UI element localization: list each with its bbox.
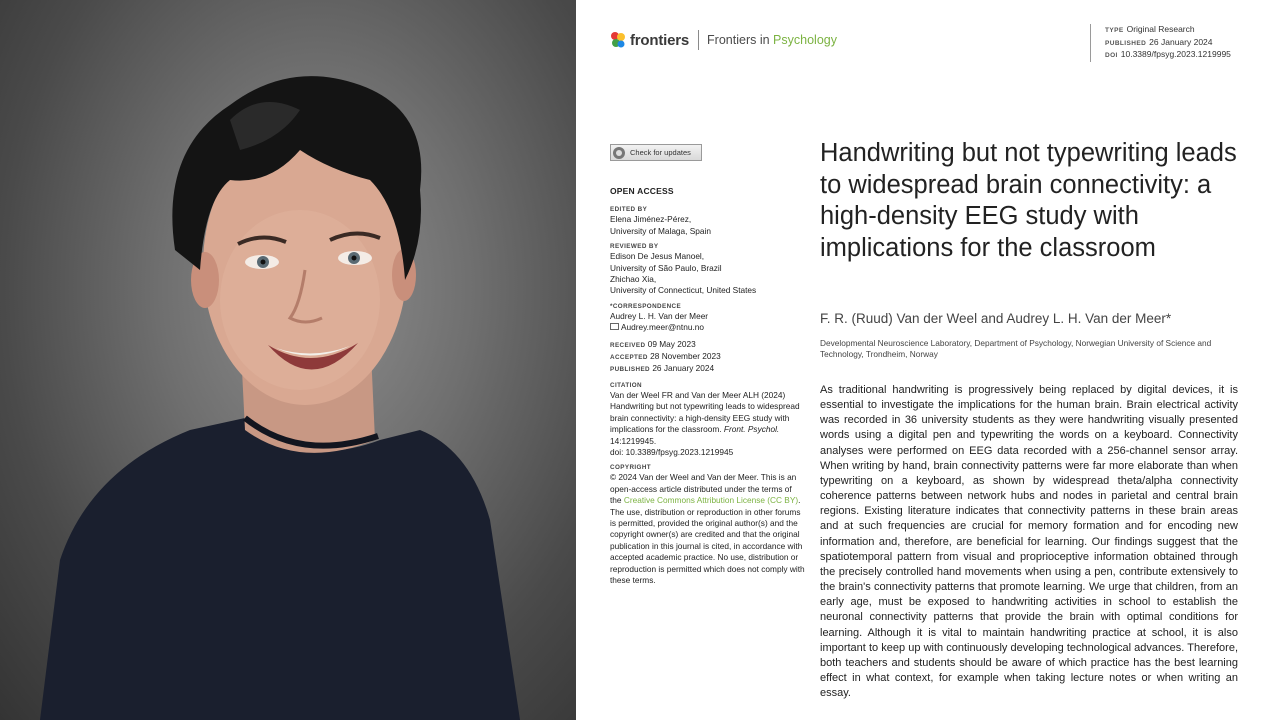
meta-published: PUBLISHED 26 January 2024: [1105, 36, 1213, 47]
refresh-icon: [613, 147, 625, 159]
article-meta: [1090, 24, 1231, 62]
check-for-updates-button[interactable]: [610, 144, 702, 161]
author-portrait-photo: [0, 0, 576, 720]
author-affiliation: Developmental Neuroscience Laboratory, Department of Psychology, Norwegian University of Science and Technology, Trondheim, Norway: [820, 338, 1212, 360]
meta-doi: DOI 10.3389/fpsyg.2023.1219995: [1105, 49, 1231, 59]
header-divider: [698, 30, 699, 50]
journal-name: [707, 33, 837, 47]
portrait-illustration: [0, 0, 576, 720]
meta-type: TYPE Original Research: [1105, 24, 1195, 34]
article-authors: F. R. (Ruud) Van der Weel and Audrey L. H. Van der Meer*: [820, 311, 1172, 326]
check-for-updates-label: Check for updates: [630, 148, 691, 157]
frontiers-logo-word: frontiers: [630, 31, 690, 49]
correspondence: *CORRESPONDENCE Audrey L. H. Van der Meer Audrey.meer@ntnu.no: [610, 302, 805, 334]
citation: CITATION Van der Weel FR and Van der Meer ALH (2024) Handwriting but not typewriting leads to widespread brain connectivity: a high-density EEG study with implications for the classroom. Front. Psychol. 14:1219945. doi: 10.3389/fpsyg.2023.1219945: [610, 381, 800, 457]
journal-prefix: Frontiers in: [707, 33, 774, 47]
envelope-icon: [610, 323, 619, 330]
journal-subject: Psychology: [773, 33, 837, 47]
open-access-label: OPEN ACCESS: [610, 186, 674, 196]
edited-by: EDITED BY Elena Jiménez-Pérez, University of Malaga, Spain: [610, 206, 711, 236]
article-abstract: As traditional handwriting is progressively being replaced by digital devices, it is essential to investigate the implications for the human brain. Brain electrical activity was recorded in 36 university students as they were handwriting visually presented words using a digital pen and typewriting the words on a keyboard. Connectivity analyses were performed on EEG data recorded with a 256-channel sensor array. When writing by hand, brain connectivity patterns were far more elaborate than when typewriting on a keyboard, as shown by widespread theta/alpha connectivity coherence patterns between network hubs and nodes in parietal and central brain regions. Existing literature indicates that connectivity patterns in these brain areas and at such frequencies are crucial for memory formation and for encoding new information and, therefore, are beneficial for learning. Our findings suggest that the spatiotemporal pattern from visual and proprioceptive information obtained through the precisely controlled hand movements when using a pen, contribute extensively to the brain's connectivity patterns that promote learning. We urge that children, from an early age, must be exposed to handwriting activities in school to establish the neuronal connectivity patterns that provide the brain with optimal conditions for learning. Although it is vital to maintain handwriting practice at school, it is also important to keep up with continuously developing technological advances. Therefore, both teachers and students should be aware of which practice has the best learning effect in what context, for example when taking lecture notes or when writing an essay.: [820, 384, 1238, 700]
correspondence-email[interactable]: Audrey.meer@ntnu.no: [610, 322, 805, 333]
reviewed-by: REVIEWED BY Edison De Jesus Manoel, University of São Paulo, Brazil Zhichao Xia, University of Connecticut, United States: [610, 243, 757, 296]
journal-header: [610, 30, 837, 50]
cc-by-license-link[interactable]: Creative Commons Attribution License (CC BY): [623, 495, 799, 506]
article-title: Handwriting but not typewriting leads to widespread brain connectivity: a high-density EEG study with implications for the classroom: [820, 139, 1237, 262]
paper-first-page: [576, 0, 1280, 720]
frontiers-logo-icon: [610, 31, 626, 49]
copyright: COPYRIGHT © 2024 Van der Weel and Van der Meer. This is an open-access article distributed under the terms of the Creative Commons Attribution License (CC BY). The use, distribution or reproduction in other forums is permitted, provided the original author(s) and the copyright owner(s) are credited and that the original publication in this journal is cited, in accordance with accepted academic practice. No use, distribution or reproduction is permitted which does not comply with these terms.: [610, 464, 805, 585]
article-sidebar: [610, 186, 805, 591]
article-dates: RECEIVED 09 May 2023 ACCEPTED 28 November 2023 PUBLISHED 26 January 2024: [610, 338, 721, 374]
